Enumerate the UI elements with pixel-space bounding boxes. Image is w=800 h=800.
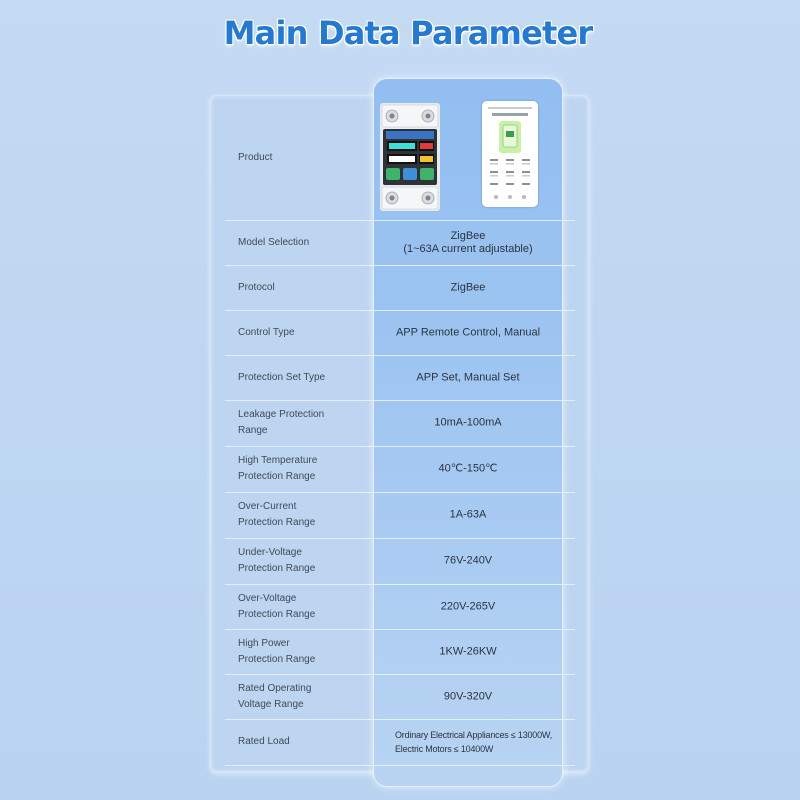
row-label-line: Leakage Protection [238,409,325,420]
table-row-over-voltage [210,584,587,629]
row-value-line: Electric Motors ≤ 10400W [395,744,494,754]
row-label-line: Protection Range [238,608,316,620]
row-divider [225,765,575,766]
row-label [238,325,358,341]
row-value-line: ZigBee [450,281,486,293]
row-label-line: Under-Voltage [238,547,302,558]
row-label [238,591,358,623]
table-row-leakage-protection [210,400,587,446]
row-value [375,371,561,384]
row-value [375,645,561,658]
row-value-line: 1A-63A [449,508,487,521]
row-label-line: Model Selection [238,236,310,248]
row-value [375,690,561,703]
row-label-line: Over-Voltage [238,592,297,604]
row-value-line: 1KW-26KW [439,645,497,657]
table-row-high-temperature [210,446,587,492]
row-value-line: Ordinary Electrical Appliances ≤ 13000W, [395,730,553,740]
row-label [238,499,358,531]
row-value [375,509,561,522]
table-row-protection-set-type [210,355,587,400]
row-label [238,370,358,386]
table-row-protocol [210,265,587,310]
row-label [238,636,358,668]
row-value [375,555,561,568]
row-label-line: Protection Range [238,563,316,574]
row-value [375,326,561,339]
row-label [238,734,358,750]
row-value-line: ZigBee [450,229,486,242]
row-label [238,235,358,251]
row-label-line: Rated Operating [238,682,312,694]
row-label-line: Voltage Range [238,698,304,710]
page-title: Main Data Parameter [223,14,593,52]
row-label-line: Protocol [238,281,275,293]
row-label [238,681,358,713]
row-label [238,407,358,439]
row-value-line: 90V-320V [443,690,493,702]
table-row-high-power [210,629,587,674]
table-row-product [210,95,587,220]
row-value-line: 40℃-150℃ [438,462,498,475]
row-value-line: 10mA-100mA [434,416,502,429]
row-value-line: APP Set, Manual Set [416,371,520,383]
row-value-line: 220V-265V [440,600,496,612]
row-label [238,280,358,296]
row-value-line: APP Remote Control, Manual [395,326,541,338]
row-label-line: Protection Range [238,471,316,482]
table-row-over-current [210,492,587,538]
row-label-line: High Power [238,637,290,649]
row-label-line: Protection Range [238,517,316,528]
row-value-line: 76V-240V [443,554,493,567]
row-value-line: (1~63A current adjustable) [403,242,533,255]
row-label [238,545,358,577]
row-label-line: Product [238,151,273,163]
row-label-line: Control Type [238,326,295,338]
table-row-under-voltage [210,538,587,584]
row-value [395,728,581,756]
table-row-rated-operating-voltage [210,674,587,719]
row-label [238,150,358,166]
row-label-line: Over-Current [238,501,297,512]
table-row-rated-load [210,719,587,765]
row-label-line: Protection Set Type [238,371,326,383]
table-row-control-type [210,310,587,355]
table-row-model-selection [210,220,587,265]
row-value [375,417,561,430]
row-value [375,230,561,256]
row-label-line: High Temperature [238,455,318,466]
row-value [375,281,561,294]
row-label-line: Range [238,425,268,436]
row-label-line: Rated Load [238,736,290,747]
row-label [238,453,358,485]
row-value [375,600,561,613]
row-label-line: Protection Range [238,653,316,665]
row-value [375,463,561,476]
